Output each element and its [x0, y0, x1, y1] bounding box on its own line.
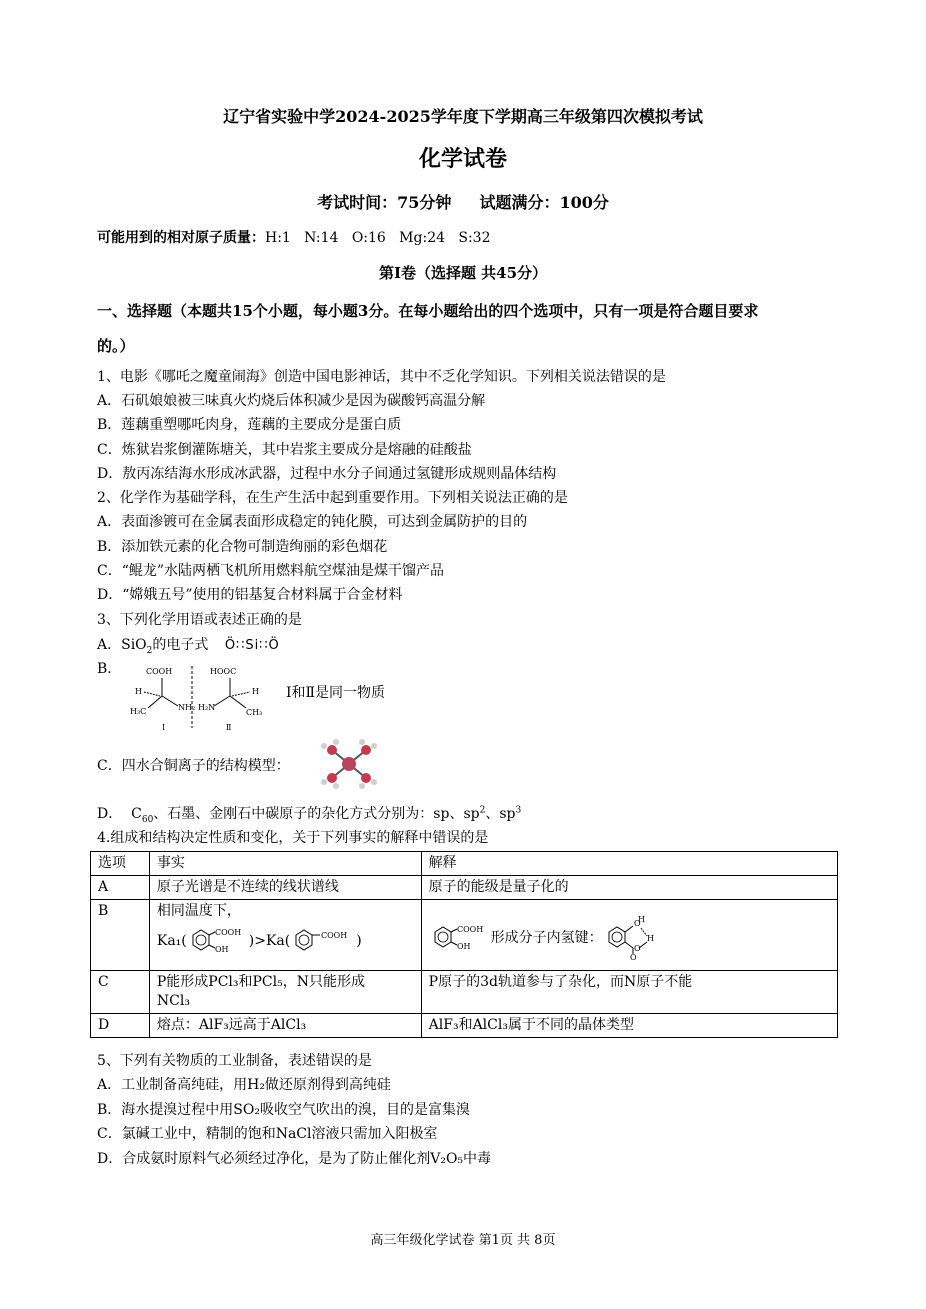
q2-option-b: B．添加铁元素的化合物可制造绚丽的彩色烟花 — [97, 539, 388, 555]
row-d-option: D — [91, 1014, 150, 1038]
page-footer: 高三年级化学试卷 第1页 共 8页 — [370, 1233, 556, 1248]
q3-option-d — [97, 805, 521, 823]
sal-oh: OH — [214, 945, 229, 954]
q2-option-a: A．表面渗镀可在金属表面形成稳定的钝化膜，可达到金属防护的目的 — [97, 514, 528, 530]
table-row — [91, 971, 838, 1014]
sal2-oh: OH — [456, 942, 471, 951]
struct1-cooh: COOH — [146, 667, 173, 676]
header-explain: 解释 — [421, 852, 837, 876]
hb-h-top: H — [637, 916, 645, 924]
hb-o-top: O — [633, 919, 641, 928]
q1-option-c: C．炼狱岩浆倒灌陈塘关，其中岩浆主要成分是熔融的硅酸盐 — [97, 442, 472, 458]
instruction-line-2: 的。） — [97, 337, 135, 355]
header-option: 选项 — [91, 852, 150, 876]
q3-d-sup3: 3 — [515, 805, 522, 816]
sal-cooh: COOH — [214, 928, 241, 937]
struct2-ch3: CH₃ — [246, 708, 263, 717]
q3-d-mid2: 、sp — [485, 806, 516, 822]
q1-stem: 1、电影《哪吒之魔童闹海》创造中国电影神话，其中不乏化学知识。下列相关说法错误的是 — [97, 369, 666, 385]
row-b-fact-line1: 相同温度下， — [156, 903, 241, 919]
row-c-fact-line2: NCl₃ — [156, 993, 190, 1009]
struct2-h2n: H₂N — [198, 703, 216, 712]
row-b-fact — [149, 900, 421, 971]
atomic-mass-line — [97, 229, 490, 247]
exam-title: 辽宁省实验中学2024-2025学年度下学期高三年级第四次模拟考试 — [223, 107, 703, 126]
table-header-row — [91, 852, 838, 876]
q3-a-sub: 2 — [146, 645, 153, 656]
ka-compare: )>Ka( — [248, 933, 291, 949]
struct1-h3c: H₃C — [130, 707, 147, 716]
hb-o-bottom: O — [629, 953, 637, 960]
q2-stem: 2、化学作为基础学科，在生产生活中起到重要作用。下列相关说法正确的是 — [97, 490, 568, 506]
exam-time: 考试时间：75分钟 — [317, 193, 452, 212]
hb-h-mid: H — [646, 934, 654, 943]
row-a-fact: 原子光谱是不连续的线状谱线 — [149, 876, 421, 900]
q4-stem: 4.组成和结构决定性质和变化，关于下列事实的解释中错误的是 — [97, 830, 489, 846]
sio2-electron-formula: Ö∷Si∷Ö — [224, 638, 280, 653]
q3-d-mid: 、石墨、金刚石中碳原子的杂化方式分别为：sp、sp — [153, 806, 480, 822]
header-fact: 事实 — [149, 852, 421, 876]
struct2-hooc: HOOC — [210, 667, 237, 676]
q2-option-d: D．“嫦娥五号”使用的铝基复合材料属于合金材料 — [97, 587, 403, 603]
row-b-explain-text: 形成分子内氢键： — [490, 930, 603, 946]
salicylic-acid-structure — [429, 924, 491, 952]
q3-option-b-label: B． — [97, 661, 122, 677]
exam-score: 试题满分：100分 — [479, 193, 609, 212]
salicylic-acid-structure — [187, 927, 249, 955]
row-a-explain: 原子的能级是量子化的 — [421, 876, 837, 900]
q1-option-b: B．莲藕重塑哪吒肉身，莲藕的主要成分是蛋白质 — [97, 417, 402, 433]
q5-option-c: C．氯碱工业中，精制的饱和NaCl溶液只需加入阳极室 — [97, 1126, 438, 1142]
q5-option-a: A．工业制备高纯硅，用H₂做还原剂得到高纯硅 — [97, 1077, 391, 1093]
row-b-fact-line2 — [157, 927, 414, 955]
struct1-h: H — [135, 687, 142, 696]
q3-d-sup2: 2 — [479, 805, 486, 816]
exam-info — [0, 190, 926, 213]
row-c-fact-line1: P能形成PCl₃和PCl₅，N只能形成 — [156, 974, 365, 990]
ka-close: ) — [356, 933, 362, 949]
q4-table — [90, 851, 838, 1038]
subject-title: 化学试卷 — [418, 146, 507, 172]
row-c-fact — [149, 971, 421, 1014]
atomic-mass-label: 可能用到的相对原子质量： — [97, 230, 265, 246]
para-hydroxybenzoic-acid-structure — [290, 927, 356, 955]
q3-option-a — [97, 636, 280, 655]
row-a-option: A — [91, 876, 150, 900]
q3-option-b-text: Ⅰ和Ⅱ是同一物质 — [286, 685, 386, 701]
q3-option-c: C．四水合铜离子的结构模型： — [97, 758, 290, 774]
instruction-line-1: 一、选择题（本题共15个小题，每小题3分。在每小题给出的四个选项中，只有一项是符合题目要求 — [97, 302, 759, 320]
q5-option-d: D．合成氨时原料气必须经过净化，是为了防止催化剂V₂O₅中毒 — [97, 1151, 492, 1167]
para-cooh: COOH — [321, 931, 348, 940]
row-c-option: C — [91, 971, 150, 1014]
q5-option-b: B．海水提溴过程中用SO₂吸收空气吹出的溴，目的是富集溴 — [97, 1102, 470, 1118]
row-b-explain — [421, 900, 837, 971]
sal2-cooh: COOH — [456, 925, 483, 934]
q5-stem: 5、下列有关物质的工业制备，表述错误的是 — [97, 1053, 372, 1069]
atomic-mass-values: H:1 N:14 O:16 Mg:24 S:32 — [265, 230, 491, 246]
struct1-label: Ⅰ — [162, 723, 166, 732]
q3-stem: 3、下列化学用语或表述正确的是 — [97, 612, 302, 628]
table-row — [91, 876, 838, 900]
q3-d-prefix: D． C — [97, 806, 142, 822]
struct2-label: Ⅱ — [226, 723, 232, 732]
row-b-option: B — [91, 900, 150, 971]
struct2-h: H — [252, 687, 259, 696]
ka1-label: Ka₁( — [156, 933, 187, 949]
intramolecular-hydrogen-bond-structure — [603, 916, 667, 960]
tetraaqua-copper-model — [318, 738, 380, 790]
alanine-enantiomer-structures — [126, 662, 276, 734]
q1-option-a: A．石矶娘娘被三味真火灼烧后体积减少是因为碳酸钙高温分解 — [97, 393, 486, 409]
table-row — [91, 900, 838, 971]
row-d-fact: 熔点：AlF₃远高于AlCl₃ — [149, 1014, 421, 1038]
q2-option-c: C．“鲲龙”水陆两栖飞机所用燃料航空煤油是煤干馏产品 — [97, 563, 445, 579]
q3-a-suffix: 的电子式 — [152, 637, 209, 653]
struct1-nh2: NH₂ — [178, 703, 196, 712]
row-b-explain-line — [429, 916, 830, 960]
section-title: 第Ⅰ卷（选择题 共45分） — [378, 264, 548, 282]
hb-o-mid: O — [633, 944, 641, 953]
q3-d-sub: 60 — [141, 814, 154, 825]
row-c-explain: P原子的3d轨道参与了杂化，而N原子不能 — [421, 971, 837, 1014]
table-row — [91, 1014, 838, 1038]
q3-a-prefix: A．SiO — [97, 637, 147, 653]
q1-option-d: D．敖丙冻结海水形成冰武器，过程中水分子间通过氢键形成规则晶体结构 — [97, 466, 557, 482]
row-d-explain: AlF₃和AlCl₃属于不同的晶体类型 — [421, 1014, 837, 1038]
